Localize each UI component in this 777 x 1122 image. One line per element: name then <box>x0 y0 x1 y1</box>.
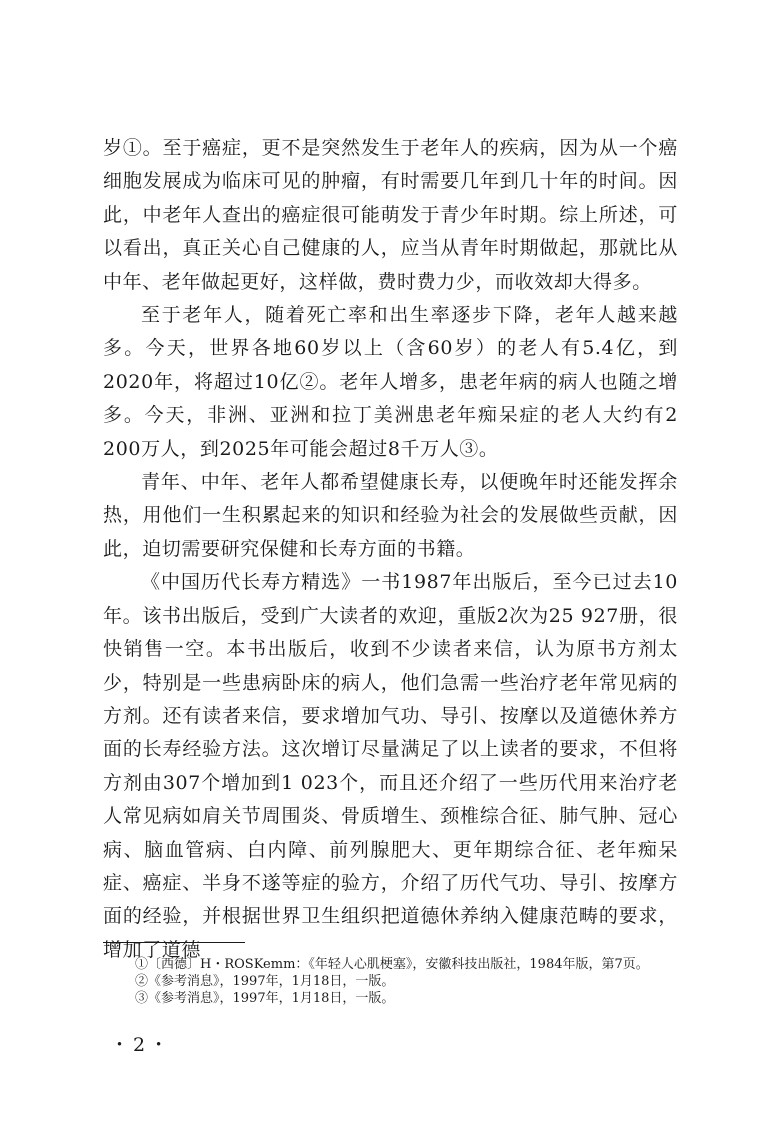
body-text <box>103 132 678 967</box>
footnote-divider <box>103 942 245 943</box>
paragraph-1: 岁①。至于癌症，更不是突然发生于老年人的疾病，因为从一个癌细胞发展成为临床可见的肿瘤，有时需要几年到几十年的时间。因此，中老年人查出的癌症很可能萌发于青少年时期。综上所述，可以看出，真正关心自己健康的人，应当从青年时期做起，那就比从中年、老年做起更好，这样做，费时费力少，而收效却大得多。 <box>103 137 678 293</box>
paragraph-4: 《中国历代长寿方精选》一书1987年出版后，至今已过去10年。该书出版后，受到广大读者的欢迎，重版2次为25 927册，很快销售一空。本书出版后，收到不少读者来信，认为原书方剂太少，特别是一些患病卧床的病人，他们急需一些治疗老年常见病的方剂。还有读者来信，要求增加气功、导引、按摩以及道德休养方面的长寿经验方法。这次增订尽量满足了以上读者的要求，不但将方剂由307个增加到1 023个，而且还介绍了一些历代用来治疗老人常见病如肩关节周围炎、骨质增生、颈椎综合征、肺气肿、冠心病、脑血管病、白内障、前列腺肥大、更年期综合征、老年痴呆症、癌症、半身不遂等症的验方，介绍了历代气功、导引、按摩方面的经验，并根据世界卫生组织把道德休养纳入健康范畴的要求，增加了道德 <box>103 571 678 961</box>
footnote-2: ②《参考消息》，1997年，1月18日，一版。 <box>135 974 395 989</box>
footnote-3: ③《参考消息》，1997年，1月18日，一版。 <box>135 991 395 1006</box>
paragraph-3: 青年、中年、老年人都希望健康长寿，以便晚年时还能发挥余热，用他们一生积累起来的知识和经验为社会的发展做些贡献，因此，迫切需要研究保健和长寿方面的书籍。 <box>103 471 678 560</box>
footnotes <box>103 956 678 1007</box>
footnote-1: ①〔西德〕H・ROSKemm：《年轻人心肌梗塞》，安徽科技出版社，1984年版，第7页。 <box>135 957 649 972</box>
page-number: ・2・ <box>110 1034 173 1056</box>
paragraph-2: 至于老年人，随着死亡率和出生率逐步下降，老年人越来越多。今天，世界各地60岁以上（含60岁）的老人有5.4亿，到2020年，将超过10亿②。老年人增多，患老年病的病人也随之增多。今天，非洲、亚洲和拉丁美洲患老年痴呆症的老人大约有2 200万人，到2025年可能会超过8千万人③。 <box>103 304 678 460</box>
